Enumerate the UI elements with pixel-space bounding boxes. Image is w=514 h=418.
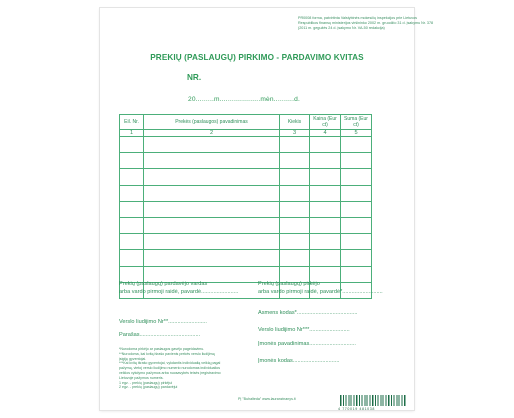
item-rows	[120, 137, 372, 299]
table-cell[interactable]	[120, 266, 144, 282]
column-number: 1	[120, 130, 144, 137]
table-row	[120, 169, 372, 185]
table-cell[interactable]	[310, 185, 341, 201]
table-cell[interactable]	[144, 201, 280, 217]
receipt-form-sheet	[100, 8, 434, 411]
footnote-line: 2 egz. - prekių (paslaugų) pardavėjui	[119, 385, 178, 390]
table-cell[interactable]	[120, 153, 144, 169]
receipt-number-label: NR.	[187, 73, 202, 82]
table-cell[interactable]	[280, 201, 310, 217]
footnotes	[119, 347, 221, 390]
company-code-label: Įmonės kodas..............................	[258, 358, 340, 364]
table-cell[interactable]	[341, 266, 372, 282]
table-cell[interactable]	[120, 250, 144, 266]
table-cell[interactable]	[341, 217, 372, 233]
table-cell[interactable]	[120, 137, 144, 153]
table-cell[interactable]	[341, 169, 372, 185]
notice-line: (2011 m. gegužės 24 d. įsakymo Nr. VA-50 redakcija)	[298, 26, 385, 31]
footnote-line: Lietuvoje pažymos numeris.	[119, 375, 164, 380]
table-row	[120, 217, 372, 233]
table-cell[interactable]	[144, 185, 280, 201]
table-cell[interactable]	[280, 250, 310, 266]
column-number: 2	[144, 130, 280, 137]
items-table	[119, 114, 372, 299]
footnote-line: veiklos vykdymo pažymos arba nuosavybės teisės įregistravimo	[119, 370, 221, 375]
table-cell[interactable]	[341, 185, 372, 201]
seller-business-cert-label: Verslo liudijimo Nr**.........................	[119, 319, 207, 325]
table-cell[interactable]	[280, 153, 310, 169]
column-number: 4	[310, 130, 341, 137]
footnote-line: ***Kai kvitą išrašo gyventojai, vykdantis individualią veiklą pagal	[119, 361, 221, 366]
table-cell[interactable]	[280, 234, 310, 250]
footnote-line: pažymą, vietoj verslo liudijimo numerio nurodomas individualios	[119, 366, 221, 371]
table-cell[interactable]	[144, 217, 280, 233]
barcode-image	[340, 395, 406, 406]
buyer-business-cert-label: Verslo liudijimo Nr***..........................	[258, 327, 350, 333]
buyer-name-label-1: Prekių (paslaugų) pirkėjo	[258, 281, 320, 287]
column-number-row	[120, 130, 372, 137]
footnote-line: *Nurodoma pirkėjo ar paslaugos gavėjo pageidavimu.	[119, 347, 205, 351]
table-cell[interactable]	[144, 169, 280, 185]
buyer-name-label-2: arba vardo pirmoji raidė, pavardė*..........................	[258, 289, 383, 295]
table-cell[interactable]	[310, 201, 341, 217]
form-title: PREKIŲ (PASLAUGŲ) PIRKIMO - PARDAVIMO KVITAS	[150, 53, 364, 62]
table-cell[interactable]	[120, 217, 144, 233]
column-header-no: Eil. Nr.	[120, 115, 144, 130]
table-cell[interactable]	[310, 169, 341, 185]
date-line: 20.........m....................mėn..........d.	[188, 96, 300, 103]
table-row	[120, 250, 372, 266]
table-cell[interactable]	[144, 250, 280, 266]
table-cell[interactable]	[310, 217, 341, 233]
buyer-personal-code-label: Asmens kodas*.......................................	[258, 310, 358, 316]
table-cell[interactable]	[341, 250, 372, 266]
company-name-label: Įmonės pavadinimas..............................	[258, 341, 356, 347]
form-approval-notice	[298, 16, 434, 32]
barcode-number: 4 770019 481038	[338, 407, 375, 411]
table-cell[interactable]	[310, 266, 341, 282]
table-cell[interactable]	[144, 266, 280, 282]
seller-name-label-1: Prekių (paslaugų) pardavėjo vardas	[119, 281, 208, 287]
footnote-line: 1 egz. - prekių (paslaugų) pirkėjui	[119, 380, 173, 385]
column-header-qty: Kiekis	[280, 115, 310, 130]
table-cell[interactable]	[280, 137, 310, 153]
table-cell[interactable]	[120, 234, 144, 250]
table-cell[interactable]	[120, 201, 144, 217]
table-cell[interactable]	[120, 185, 144, 201]
column-header-price: Kaina (Eur ct)	[310, 115, 341, 130]
table-row	[120, 153, 372, 169]
column-header-sum: Suma (Eur ct)	[341, 115, 372, 130]
table-cell[interactable]	[144, 137, 280, 153]
table-cell[interactable]	[310, 250, 341, 266]
table-cell[interactable]	[341, 201, 372, 217]
table-cell[interactable]	[280, 266, 310, 282]
table-cell[interactable]	[341, 153, 372, 169]
table-cell[interactable]	[144, 153, 280, 169]
table-cell[interactable]	[310, 137, 341, 153]
table-row	[120, 266, 372, 282]
table-cell[interactable]	[120, 169, 144, 185]
column-number: 5	[341, 130, 372, 137]
table-cell[interactable]	[280, 217, 310, 233]
seller-name-label-2: arba vardo pirmoji raidė, pavardė........................	[119, 289, 239, 295]
table-cell[interactable]	[280, 169, 310, 185]
table-cell[interactable]	[144, 234, 280, 250]
table-row	[120, 137, 372, 153]
publisher-label: PĮ "Buhalteda" www.lauranzinanys.lt	[238, 397, 296, 401]
table-cell[interactable]	[341, 234, 372, 250]
footnote-line: įsigiję gyventojai.	[119, 356, 147, 361]
column-number: 3	[280, 130, 310, 137]
footnote-line: **Nurodoma, kai kvitą išrašo pavienis prekės verslo liudijimą	[119, 351, 215, 356]
table-cell[interactable]	[310, 153, 341, 169]
column-header-name: Prekės (paslaugos) pavadinimas	[144, 115, 280, 130]
table-row	[120, 234, 372, 250]
table-cell[interactable]	[341, 137, 372, 153]
notice-line: Respublikos finansų ministerijos viršininko 2002 m. gruodžio 31 d. įsakymu Nr. 378	[298, 21, 434, 26]
signature-label: Parašas.......................................	[119, 332, 201, 338]
table-cell[interactable]	[310, 234, 341, 250]
table-row	[120, 185, 372, 201]
table-header-row	[120, 115, 372, 130]
notice-line: PR0008 forma, patvirtinta Valstybinės mokesčių inspekcijos prie Lietuvos	[298, 16, 418, 20]
table-cell[interactable]	[280, 185, 310, 201]
table-row	[120, 201, 372, 217]
